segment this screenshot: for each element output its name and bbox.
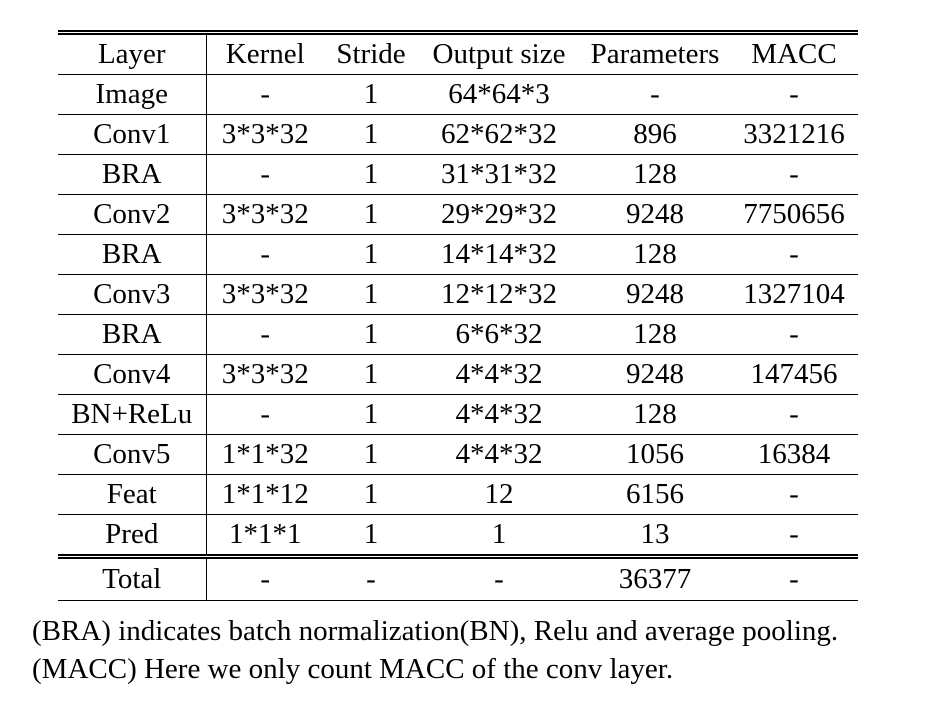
cell-layer: Pred [58, 515, 206, 557]
cell-output-size: 12 [418, 475, 580, 515]
cell-macc: - [730, 155, 858, 195]
note-macc: (MACC) Here we only count MACC of the conv layer. [32, 653, 674, 685]
cell-kernel: - [206, 395, 324, 435]
table-row [58, 315, 858, 355]
header-stride: Stride [324, 33, 418, 75]
layer-table-container [58, 30, 858, 601]
cell-kernel: 1*1*1 [206, 515, 324, 557]
cell-kernel: 3*3*32 [206, 355, 324, 395]
header-kernel: Kernel [206, 33, 324, 75]
cell-macc: - [730, 315, 858, 355]
cell-macc: 16384 [730, 435, 858, 475]
header-row [58, 33, 858, 75]
cell-parameters: 6156 [580, 475, 730, 515]
cell-macc: 1327104 [730, 275, 858, 315]
table-notes [32, 612, 838, 688]
cell-parameters: 128 [580, 155, 730, 195]
cell-parameters: 128 [580, 235, 730, 275]
cell-layer: BRA [58, 235, 206, 275]
table-row [58, 435, 858, 475]
cell-layer: Feat [58, 475, 206, 515]
cell-parameters: 128 [580, 315, 730, 355]
cell-output-size: 62*62*32 [418, 115, 580, 155]
cell-layer: BRA [58, 315, 206, 355]
header-parameters: Parameters [580, 33, 730, 75]
total-kernel: - [206, 557, 324, 601]
total-row [58, 557, 858, 601]
total-macc: - [730, 557, 858, 601]
table-row [58, 475, 858, 515]
cell-parameters: 13 [580, 515, 730, 557]
cell-output-size: 4*4*32 [418, 355, 580, 395]
cell-output-size: 4*4*32 [418, 435, 580, 475]
table-body [58, 75, 858, 557]
table-row [58, 355, 858, 395]
cell-kernel: 3*3*32 [206, 195, 324, 235]
cell-macc: - [730, 515, 858, 557]
cell-parameters: 9248 [580, 195, 730, 235]
cell-kernel: - [206, 235, 324, 275]
cell-macc: 7750656 [730, 195, 858, 235]
table-header [58, 33, 858, 75]
cell-output-size: 12*12*32 [418, 275, 580, 315]
table-row [58, 395, 858, 435]
cell-macc: 147456 [730, 355, 858, 395]
header-macc: MACC [730, 33, 858, 75]
cell-parameters: - [580, 75, 730, 115]
cell-layer: Conv4 [58, 355, 206, 395]
cell-kernel: 3*3*32 [206, 115, 324, 155]
cell-macc: 3321216 [730, 115, 858, 155]
cell-stride: 1 [324, 515, 418, 557]
total-stride: - [324, 557, 418, 601]
total-label: Total [58, 557, 206, 601]
cell-stride: 1 [324, 315, 418, 355]
cell-macc: - [730, 235, 858, 275]
cell-stride: 1 [324, 355, 418, 395]
cell-layer: Conv5 [58, 435, 206, 475]
cell-layer: Image [58, 75, 206, 115]
cell-layer: Conv3 [58, 275, 206, 315]
cell-stride: 1 [324, 475, 418, 515]
cell-output-size: 14*14*32 [418, 235, 580, 275]
cell-kernel: 1*1*12 [206, 475, 324, 515]
total-output-size: - [418, 557, 580, 601]
cell-layer: Conv2 [58, 195, 206, 235]
cell-parameters: 128 [580, 395, 730, 435]
cell-stride: 1 [324, 275, 418, 315]
cell-output-size: 29*29*32 [418, 195, 580, 235]
cell-parameters: 9248 [580, 275, 730, 315]
cell-output-size: 1 [418, 515, 580, 557]
cell-layer: BRA [58, 155, 206, 195]
layer-table [58, 30, 858, 601]
cell-output-size: 4*4*32 [418, 395, 580, 435]
cell-stride: 1 [324, 235, 418, 275]
cell-kernel: 3*3*32 [206, 275, 324, 315]
cell-parameters: 9248 [580, 355, 730, 395]
cell-kernel: - [206, 315, 324, 355]
cell-stride: 1 [324, 395, 418, 435]
cell-output-size: 64*64*3 [418, 75, 580, 115]
note-bra: (BRA) indicates batch normalization(BN), Relu and average pooling. [32, 615, 839, 647]
table-row [58, 275, 858, 315]
cell-layer: Conv1 [58, 115, 206, 155]
cell-kernel: - [206, 75, 324, 115]
cell-output-size: 6*6*32 [418, 315, 580, 355]
cell-macc: - [730, 395, 858, 435]
cell-macc: - [730, 475, 858, 515]
cell-stride: 1 [324, 195, 418, 235]
cell-parameters: 896 [580, 115, 730, 155]
cell-stride: 1 [324, 435, 418, 475]
cell-stride: 1 [324, 75, 418, 115]
cell-kernel: 1*1*32 [206, 435, 324, 475]
cell-parameters: 1056 [580, 435, 730, 475]
table-row [58, 195, 858, 235]
cell-output-size: 31*31*32 [418, 155, 580, 195]
table-row [58, 155, 858, 195]
cell-macc: - [730, 75, 858, 115]
cell-stride: 1 [324, 155, 418, 195]
header-layer: Layer [58, 33, 206, 75]
cell-layer: BN+ReLu [58, 395, 206, 435]
table-row [58, 75, 858, 115]
table-footer [58, 557, 858, 601]
total-parameters: 36377 [580, 557, 730, 601]
table-row [58, 515, 858, 557]
header-output-size: Output size [418, 33, 580, 75]
table-row [58, 115, 858, 155]
cell-stride: 1 [324, 115, 418, 155]
cell-kernel: - [206, 155, 324, 195]
table-row [58, 235, 858, 275]
